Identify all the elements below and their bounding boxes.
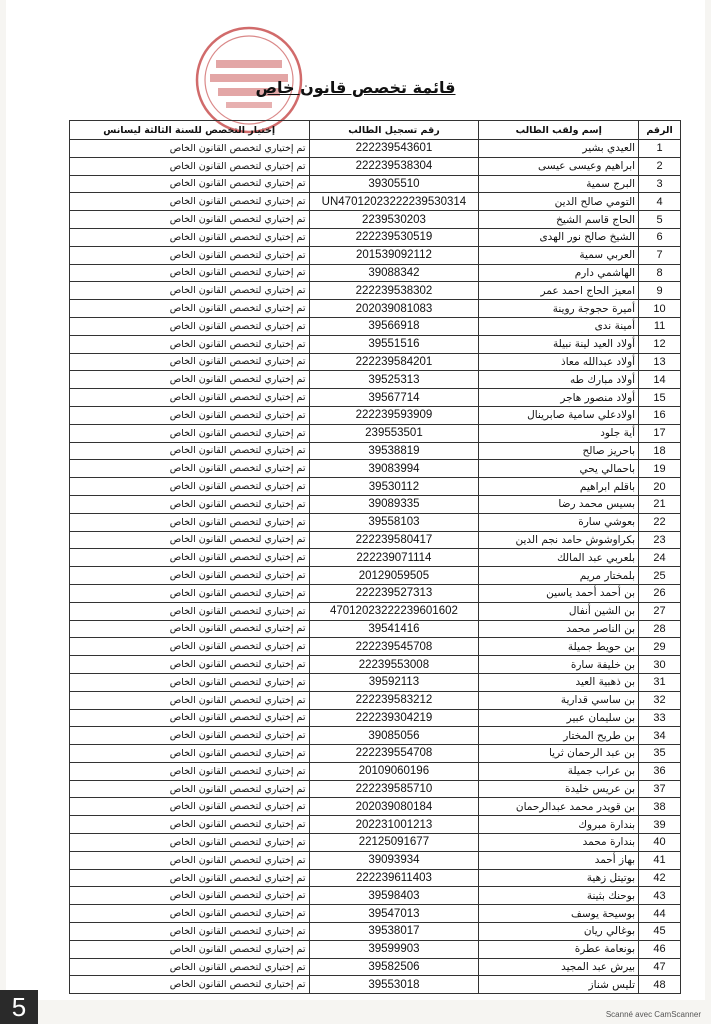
- table-row: [70, 371, 681, 389]
- specialty-choice: تم إختياري لتخصص القانون الخاص: [70, 638, 310, 656]
- row-number: 3: [639, 175, 681, 193]
- table-row: [70, 175, 681, 193]
- table-row: [70, 282, 681, 300]
- table-row: [70, 531, 681, 549]
- student-name: أولاد العيد لينة نبيلة: [479, 335, 639, 353]
- registration-number: 22239553008: [309, 656, 479, 674]
- specialty-choice: تم إختياري لتخصص القانون الخاص: [70, 371, 310, 389]
- student-name: بن الشين أنفال: [479, 602, 639, 620]
- row-number: 45: [639, 923, 681, 941]
- table-row: [70, 584, 681, 602]
- row-number: 41: [639, 851, 681, 869]
- row-number: 37: [639, 780, 681, 798]
- specialty-choice: تم إختياري لتخصص القانون الخاص: [70, 424, 310, 442]
- row-number: 13: [639, 353, 681, 371]
- table-row: [70, 638, 681, 656]
- registration-number: 39567714: [309, 389, 479, 407]
- table-row: [70, 745, 681, 763]
- student-name: بونعامة عطرة: [479, 940, 639, 958]
- registration-number: 222239538304: [309, 157, 479, 175]
- row-number: 17: [639, 424, 681, 442]
- table-row: [70, 727, 681, 745]
- row-number: 27: [639, 602, 681, 620]
- registration-number: 39083994: [309, 460, 479, 478]
- registration-number: 222239584201: [309, 353, 479, 371]
- registration-number: 20129059505: [309, 567, 479, 585]
- specialty-choice: تم إختياري لتخصص القانون الخاص: [70, 317, 310, 335]
- table-row: [70, 834, 681, 852]
- row-number: 11: [639, 317, 681, 335]
- specialty-choice: تم إختياري لتخصص القانون الخاص: [70, 406, 310, 424]
- student-name: البرج سمية: [479, 175, 639, 193]
- student-name: أميرة حجوجة روينة: [479, 300, 639, 318]
- student-name: امعيز الحاج احمد عمر: [479, 282, 639, 300]
- registration-number: 2239530203: [309, 211, 479, 229]
- student-name: ابراهيم وعيسى عيسى: [479, 157, 639, 175]
- students-table: [69, 120, 681, 994]
- registration-number: 39541416: [309, 620, 479, 638]
- registration-number: 39558103: [309, 513, 479, 531]
- row-number: 34: [639, 727, 681, 745]
- student-name: بندارة مبروك: [479, 816, 639, 834]
- row-number: 32: [639, 691, 681, 709]
- registration-number: 202039081083: [309, 300, 479, 318]
- specialty-choice: تم إختياري لتخصص القانون الخاص: [70, 620, 310, 638]
- row-number: 33: [639, 709, 681, 727]
- row-number: 5: [639, 211, 681, 229]
- specialty-choice: تم إختياري لتخصص القانون الخاص: [70, 300, 310, 318]
- row-number: 8: [639, 264, 681, 282]
- specialty-choice: تم إختياري لتخصص القانون الخاص: [70, 798, 310, 816]
- row-number: 20: [639, 478, 681, 496]
- student-name: بوغالي ريان: [479, 923, 639, 941]
- row-number: 40: [639, 834, 681, 852]
- registration-number: 39305510: [309, 175, 479, 193]
- header-registration-number: رقم تسجيل الطالب: [309, 121, 479, 140]
- registration-number: 39093934: [309, 851, 479, 869]
- row-number: 28: [639, 620, 681, 638]
- table-row: [70, 620, 681, 638]
- student-name: بوسيحة يوسف: [479, 905, 639, 923]
- student-name: بلعربي عبد المالك: [479, 549, 639, 567]
- specialty-choice: تم إختياري لتخصص القانون الخاص: [70, 602, 310, 620]
- student-name: باقلم ابراهيم: [479, 478, 639, 496]
- registration-number: 39538819: [309, 442, 479, 460]
- row-number: 6: [639, 228, 681, 246]
- specialty-choice: تم إختياري لتخصص القانون الخاص: [70, 549, 310, 567]
- specialty-choice: تم إختياري لتخصص القانون الخاص: [70, 353, 310, 371]
- registration-number: 222239543601: [309, 140, 479, 158]
- student-name: باحمالي يحي: [479, 460, 639, 478]
- specialty-choice: تم إختياري لتخصص القانون الخاص: [70, 673, 310, 691]
- specialty-choice: تم إختياري لتخصص القانون الخاص: [70, 264, 310, 282]
- table-row: [70, 798, 681, 816]
- specialty-choice: تم إختياري لتخصص القانون الخاص: [70, 140, 310, 158]
- student-name: بوحنك بثينة: [479, 887, 639, 905]
- specialty-choice: تم إختياري لتخصص القانون الخاص: [70, 869, 310, 887]
- table-row: [70, 495, 681, 513]
- row-number: 22: [639, 513, 681, 531]
- row-number: 36: [639, 762, 681, 780]
- student-name: أمينة ندى: [479, 317, 639, 335]
- student-name: بوتيتل زهية: [479, 869, 639, 887]
- row-number: 38: [639, 798, 681, 816]
- table-row: [70, 264, 681, 282]
- specialty-choice: تم إختياري لتخصص القانون الخاص: [70, 727, 310, 745]
- student-name: بن حويط جميلة: [479, 638, 639, 656]
- specialty-choice: تم إختياري لتخصص القانون الخاص: [70, 389, 310, 407]
- row-number: 24: [639, 549, 681, 567]
- table-row: [70, 887, 681, 905]
- student-name: بن عبد الرحمان ثريا: [479, 745, 639, 763]
- registration-number: 39599903: [309, 940, 479, 958]
- student-name: أولاد منصور هاجر: [479, 389, 639, 407]
- table-row: [70, 228, 681, 246]
- table-header-row: [70, 121, 681, 140]
- student-name: بسيس محمد رضا: [479, 495, 639, 513]
- table-row: [70, 691, 681, 709]
- specialty-choice: تم إختياري لتخصص القانون الخاص: [70, 976, 310, 994]
- table-row: [70, 851, 681, 869]
- row-number: 12: [639, 335, 681, 353]
- registration-number: 39538017: [309, 923, 479, 941]
- row-number: 9: [639, 282, 681, 300]
- document-title: قائمة تخصص قانون خاص: [255, 78, 456, 97]
- student-name: بن خليفة سارة: [479, 656, 639, 674]
- header-student-name: إسم ولقب الطالب: [479, 121, 639, 140]
- student-name: بن الناصر محمد: [479, 620, 639, 638]
- row-number: 35: [639, 745, 681, 763]
- specialty-choice: تم إختياري لتخصص القانون الخاص: [70, 460, 310, 478]
- specialty-choice: تم إختياري لتخصص القانون الخاص: [70, 923, 310, 941]
- table-row: [70, 976, 681, 994]
- table-row: [70, 673, 681, 691]
- registration-number: 39553018: [309, 976, 479, 994]
- specialty-choice: تم إختياري لتخصص القانون الخاص: [70, 940, 310, 958]
- table-row: [70, 905, 681, 923]
- specialty-choice: تم إختياري لتخصص القانون الخاص: [70, 905, 310, 923]
- table-row: [70, 656, 681, 674]
- specialty-choice: تم إختياري لتخصص القانون الخاص: [70, 495, 310, 513]
- student-name: بن عراب جميلة: [479, 762, 639, 780]
- table-row: [70, 513, 681, 531]
- row-number: 31: [639, 673, 681, 691]
- specialty-choice: تم إختياري لتخصص القانون الخاص: [70, 531, 310, 549]
- row-number: 2: [639, 157, 681, 175]
- registration-number: 201539092112: [309, 246, 479, 264]
- registration-number: 222239304219: [309, 709, 479, 727]
- table-row: [70, 442, 681, 460]
- specialty-choice: تم إختياري لتخصص القانون الخاص: [70, 887, 310, 905]
- row-number: 16: [639, 406, 681, 424]
- row-number: 48: [639, 976, 681, 994]
- student-name: تليس شناز: [479, 976, 639, 994]
- table-row: [70, 353, 681, 371]
- row-number: 18: [639, 442, 681, 460]
- student-name: بيرش عبد المجيد: [479, 958, 639, 976]
- registration-number: 20109060196: [309, 762, 479, 780]
- registration-number: 222239593909: [309, 406, 479, 424]
- specialty-choice: تم إختياري لتخصص القانون الخاص: [70, 228, 310, 246]
- row-number: 29: [639, 638, 681, 656]
- student-name: بهاز أحمد: [479, 851, 639, 869]
- row-number: 39: [639, 816, 681, 834]
- student-name: بكراوشوش حامد نجم الدين: [479, 531, 639, 549]
- row-number: 25: [639, 567, 681, 585]
- student-name: العيدي بشير: [479, 140, 639, 158]
- registration-number: 222239527313: [309, 584, 479, 602]
- table-row: [70, 762, 681, 780]
- registration-number: 39530112: [309, 478, 479, 496]
- row-number: 19: [639, 460, 681, 478]
- registration-number: 222239530519: [309, 228, 479, 246]
- registration-number: 222239580417: [309, 531, 479, 549]
- registration-number: 239553501: [309, 424, 479, 442]
- specialty-choice: تم إختياري لتخصص القانون الخاص: [70, 745, 310, 763]
- student-name: أولاد عبدالله معاذ: [479, 353, 639, 371]
- student-name: بن قويدر محمد عبدالرحمان: [479, 798, 639, 816]
- registration-number: 222239538302: [309, 282, 479, 300]
- specialty-choice: تم إختياري لتخصص القانون الخاص: [70, 442, 310, 460]
- table-row: [70, 567, 681, 585]
- student-name: العربي سمية: [479, 246, 639, 264]
- student-name: التومي صالح الدين: [479, 193, 639, 211]
- student-name: بلمختار مريم: [479, 567, 639, 585]
- registration-number: 202039080184: [309, 798, 479, 816]
- document-page: [6, 0, 705, 1000]
- registration-number: 39566918: [309, 317, 479, 335]
- row-number: 26: [639, 584, 681, 602]
- registration-number: 222239611403: [309, 869, 479, 887]
- table-row: [70, 869, 681, 887]
- table-row: [70, 246, 681, 264]
- specialty-choice: تم إختياري لتخصص القانون الخاص: [70, 834, 310, 852]
- student-name: بعوشي سارة: [479, 513, 639, 531]
- registration-number: 39525313: [309, 371, 479, 389]
- table-row: [70, 140, 681, 158]
- student-name: الحاج قاسم الشيخ: [479, 211, 639, 229]
- table-row: [70, 923, 681, 941]
- specialty-choice: تم إختياري لتخصص القانون الخاص: [70, 780, 310, 798]
- table-row: [70, 940, 681, 958]
- specialty-choice: تم إختياري لتخصص القانون الخاص: [70, 584, 310, 602]
- row-number: 44: [639, 905, 681, 923]
- row-number: 21: [639, 495, 681, 513]
- row-number: 7: [639, 246, 681, 264]
- table-row: [70, 816, 681, 834]
- specialty-choice: تم إختياري لتخصص القانون الخاص: [70, 211, 310, 229]
- registration-number: 39089335: [309, 495, 479, 513]
- scanner-watermark: Scanné avec CamScanner: [605, 1010, 701, 1019]
- table-row: [70, 478, 681, 496]
- registration-number: 39592113: [309, 673, 479, 691]
- header-specialty-choice: إختيار التخصص للسنة الثالثة ليسانس: [70, 121, 310, 140]
- table-row: [70, 602, 681, 620]
- student-name: بن عريس خليدة: [479, 780, 639, 798]
- student-name: بندارة محمد: [479, 834, 639, 852]
- specialty-choice: تم إختياري لتخصص القانون الخاص: [70, 816, 310, 834]
- student-name: بن أحمد أحمد ياسين: [479, 584, 639, 602]
- specialty-choice: تم إختياري لتخصص القانون الخاص: [70, 478, 310, 496]
- row-number: 10: [639, 300, 681, 318]
- specialty-choice: تم إختياري لتخصص القانون الخاص: [70, 282, 310, 300]
- specialty-choice: تم إختياري لتخصص القانون الخاص: [70, 762, 310, 780]
- student-name: أولاد مبارك طه: [479, 371, 639, 389]
- row-number: 23: [639, 531, 681, 549]
- specialty-choice: تم إختياري لتخصص القانون الخاص: [70, 193, 310, 211]
- specialty-choice: تم إختياري لتخصص القانون الخاص: [70, 851, 310, 869]
- specialty-choice: تم إختياري لتخصص القانون الخاص: [70, 709, 310, 727]
- table-row: [70, 317, 681, 335]
- row-number: 43: [639, 887, 681, 905]
- specialty-choice: تم إختياري لتخصص القانون الخاص: [70, 335, 310, 353]
- registration-number: 39598403: [309, 887, 479, 905]
- student-name: الشيخ صالح نور الهدى: [479, 228, 639, 246]
- registration-number: 222239545708: [309, 638, 479, 656]
- specialty-choice: تم إختياري لتخصص القانون الخاص: [70, 656, 310, 674]
- header-number: الرقم: [639, 121, 681, 140]
- registration-number: 47012023222239601602: [309, 602, 479, 620]
- table-row: [70, 780, 681, 798]
- row-number: 4: [639, 193, 681, 211]
- row-number: 1: [639, 140, 681, 158]
- row-number: 46: [639, 940, 681, 958]
- student-name: بن سليمان عبير: [479, 709, 639, 727]
- registration-number: 39088342: [309, 264, 479, 282]
- table-row: [70, 193, 681, 211]
- row-number: 47: [639, 958, 681, 976]
- registration-number: 39582506: [309, 958, 479, 976]
- student-name: بن ذهبية العيد: [479, 673, 639, 691]
- page-number-badge: 5: [0, 990, 38, 1024]
- student-name: بن طريح المختار: [479, 727, 639, 745]
- table-row: [70, 300, 681, 318]
- table-row: [70, 460, 681, 478]
- student-name: بن ساسي قدارية: [479, 691, 639, 709]
- table-row: [70, 549, 681, 567]
- specialty-choice: تم إختياري لتخصص القانون الخاص: [70, 513, 310, 531]
- registration-number: 39547013: [309, 905, 479, 923]
- row-number: 42: [639, 869, 681, 887]
- specialty-choice: تم إختياري لتخصص القانون الخاص: [70, 567, 310, 585]
- specialty-choice: تم إختياري لتخصص القانون الخاص: [70, 246, 310, 264]
- specialty-choice: تم إختياري لتخصص القانون الخاص: [70, 958, 310, 976]
- row-number: 30: [639, 656, 681, 674]
- table-row: [70, 709, 681, 727]
- table-row: [70, 211, 681, 229]
- table-row: [70, 424, 681, 442]
- table-row: [70, 157, 681, 175]
- registration-number: 22125091677: [309, 834, 479, 852]
- student-name: أية جلود: [479, 424, 639, 442]
- student-name: الهاشمي دارم: [479, 264, 639, 282]
- registration-number: 202231001213: [309, 816, 479, 834]
- registration-number: 39551516: [309, 335, 479, 353]
- registration-number: 222239583212: [309, 691, 479, 709]
- registration-number: 222239554708: [309, 745, 479, 763]
- registration-number: 222239585710: [309, 780, 479, 798]
- specialty-choice: تم إختياري لتخصص القانون الخاص: [70, 691, 310, 709]
- table-row: [70, 335, 681, 353]
- registration-number: UN47012023222239530314: [309, 193, 479, 211]
- registration-number: 222239071114: [309, 549, 479, 567]
- specialty-choice: تم إختياري لتخصص القانون الخاص: [70, 175, 310, 193]
- row-number: 15: [639, 389, 681, 407]
- specialty-choice: تم إختياري لتخصص القانون الخاص: [70, 157, 310, 175]
- table-row: [70, 406, 681, 424]
- row-number: 14: [639, 371, 681, 389]
- table-row: [70, 389, 681, 407]
- registration-number: 39085056: [309, 727, 479, 745]
- student-name: اولادعلي سامية صابرينال: [479, 406, 639, 424]
- student-name: باحريز صالح: [479, 442, 639, 460]
- table-row: [70, 958, 681, 976]
